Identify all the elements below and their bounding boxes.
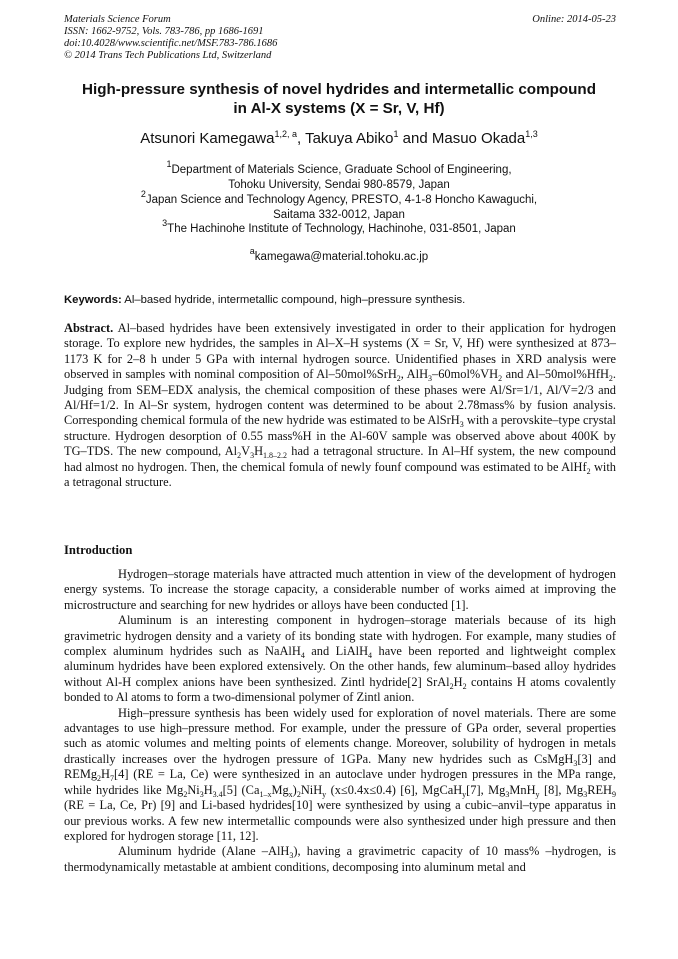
- copyright-line: © 2014 Trans Tech Publications Ltd, Switzerland: [64, 50, 272, 61]
- email-address[interactable]: kamegawa@material.tohoku.ac.jp: [254, 251, 429, 263]
- author-separator: ,: [297, 130, 306, 147]
- journal-header: [64, 14, 616, 62]
- affiliation-line: Saitama 332-0012, Japan: [273, 208, 405, 221]
- section-heading-introduction: Introduction: [64, 543, 133, 557]
- issn-line: ISSN: 1662-9752, Vols. 783-786, pp 1686-1691: [64, 26, 264, 37]
- affiliation-line: The Hachinohe Institute of Technology, Hachinohe, 031-8501, Japan: [167, 223, 516, 235]
- author-affiliation-mark: 1,2, a: [274, 129, 297, 139]
- intro-paragraph-1: Hydrogen–storage materials have attracted much attention in view of the development of hydrogen energy systems. To increase the storage capacity, a considerable number of works aimed at improving the microstructure and searching for new hydrides or alloys have been conducted [1].: [64, 567, 616, 612]
- author-list: [40, 130, 638, 147]
- corresponding-email: [40, 246, 638, 265]
- affiliation-line: Department of Materials Science, Graduate School of Engineering,: [171, 164, 512, 176]
- intro-paragraph-2: Aluminum is an interesting component in hydrogen–storage materials because of its high gravimetric hydrogen density and a variety of its bonding state with hydrogen. For example, many studies of complex aluminum hydrides such as NaAlH$_4$ and LiAlH$_4$ have been reported and lightweight complex aluminum hydrides have been explored extensively. On the other hands, few aluminum–based alloy hydrides without Al-H complex anions have been synthesized. Zintl hydride[2] $SrAl_2H_2$ contains H atoms covalently bonded to Al atoms to form a two-dimensional polymer of Zintl anion.: [64, 613, 616, 705]
- title-line-1: High-pressure synthesis of novel hydrides and intermetallic compound: [82, 81, 596, 98]
- affiliation-line: Japan Science and Technology Agency, PRESTO, 4-1-8 Honcho Kawaguchi,: [145, 194, 538, 206]
- abstract-label: Abstract.: [64, 321, 114, 335]
- introduction-body: [64, 567, 616, 875]
- intro-paragraph-3: High–pressure synthesis has been widely used for exploration of novel materials. There are some advantages to use high–pressure method. For example, under the pressure of GPa order, several properties such as atomic volumes and melting points of elements change. Moreover, solubility of hydrogen in metals drastically increases over the hydrogen pressure of 1GPa. Many new hydrides such as CsMgH$_3$[3] and $REMg_2H_7[4] (RE = La$, Ce) were synthesized in an autoclave under hydrogen pressures in the MPa range, while hydrides like $Mg_2Ni_3H_{3.4}[5]$ $(Ca_{1-x}Mg_x)_2NiH_y$ (x≤0.4x≤0.4) [6], MgCaH$_y$[7], $Mg_3MnH_y$ [8], $Mg_3REH_9$ (RE = La, Ce, Pr) [9] and Li-based hydrides[10] were synthesized by using a cubic–anvil–type apparatus in our previous works. A few new intermetallic compounds were also synthesized under high pressure and then explored for hydrogen storage [11, 12].: [64, 705, 616, 843]
- affiliation-line: Tohoku University, Sendai 980-8579, Japan: [228, 178, 450, 191]
- intro-paragraph-4: Aluminum hydride (Alane –AlH$_3$), having a gravimetric capacity of 10 mass% –hydrogen, is thermodynamically metastable at ambient conditions, decomposing into aluminum metal and: [64, 844, 616, 874]
- author-name: Masuo Okada: [431, 130, 526, 147]
- affiliation-1: [40, 159, 638, 192]
- abstract-paragraph: Abstract. Al–based hydrides have been extensively investigated in order to their application for hydrogen storage. To explore new hydrides, the samples in Al–X–H systems (X = Sr, V, Hf) were synthesized at 873–1173 K for 2–8 h under 5 GPa with internal hydrogen source. Unidentified phases in XRD analysis were observed in samples with nominal composition of Al–50mol%SrH$_2$, $AlH_3-60mol\%VH_2$ and Al–50mol%HfH$_2$. Judging from SEM–EDX analysis, the chemical composition of these phases were Al/Sr=1/1, Al/V=2/3 and Al/Hf=1/2. In Al–Sr system, hydrogen content was determined to be about 2.78mass% by fusion analysis. Corresponding chemical formula of the new hydride was estimated to be AlSrH$_3$ with a perovskite–type crystal structure. Hydrogen desorption of 0.55 mass%H in the Al-60V sample was observed above about 400K by TG–TDS. The new compound, $Al_2V_3H_{1.8-2.2}$ had a tetragonal structure. In Al–Hf system, the new compound had almost no hydrogen. Then, the chemical fomula of newly founf compound was estimated to be AlHf$_2$ with a tetragonal structure.: [64, 321, 617, 490]
- title-line-2: in Al-X systems (X = Sr, V, Hf): [233, 100, 445, 117]
- keywords-line: [64, 294, 616, 306]
- affiliation-mark: 2: [140, 189, 146, 199]
- paper-title: [40, 80, 638, 118]
- doi-line: doi:10.4028/www.scientific.net/MSF.783-786.1686: [64, 38, 278, 49]
- abstract: [64, 321, 616, 490]
- keywords-text: Al–based hydride, intermetallic compound, high–pressure synthesis.: [124, 294, 466, 306]
- author-affiliation-mark: 1: [393, 129, 399, 139]
- journal-name: Materials Science Forum: [64, 14, 171, 25]
- author-name: Atsunori Kamegawa: [140, 130, 275, 147]
- author-name: Takuya Abiko: [305, 130, 394, 147]
- affiliation-mark: 1: [166, 159, 172, 169]
- author-affiliation-mark: 1,3: [525, 129, 538, 139]
- author-separator: and: [398, 130, 432, 147]
- online-date: Online: 2014-05-23: [532, 14, 616, 25]
- affiliation-mark: 3: [162, 218, 168, 228]
- keywords-label: Keywords:: [64, 294, 122, 306]
- affiliation-3: [40, 218, 638, 237]
- email-mark: a: [249, 246, 255, 256]
- affiliation-2: [40, 189, 638, 222]
